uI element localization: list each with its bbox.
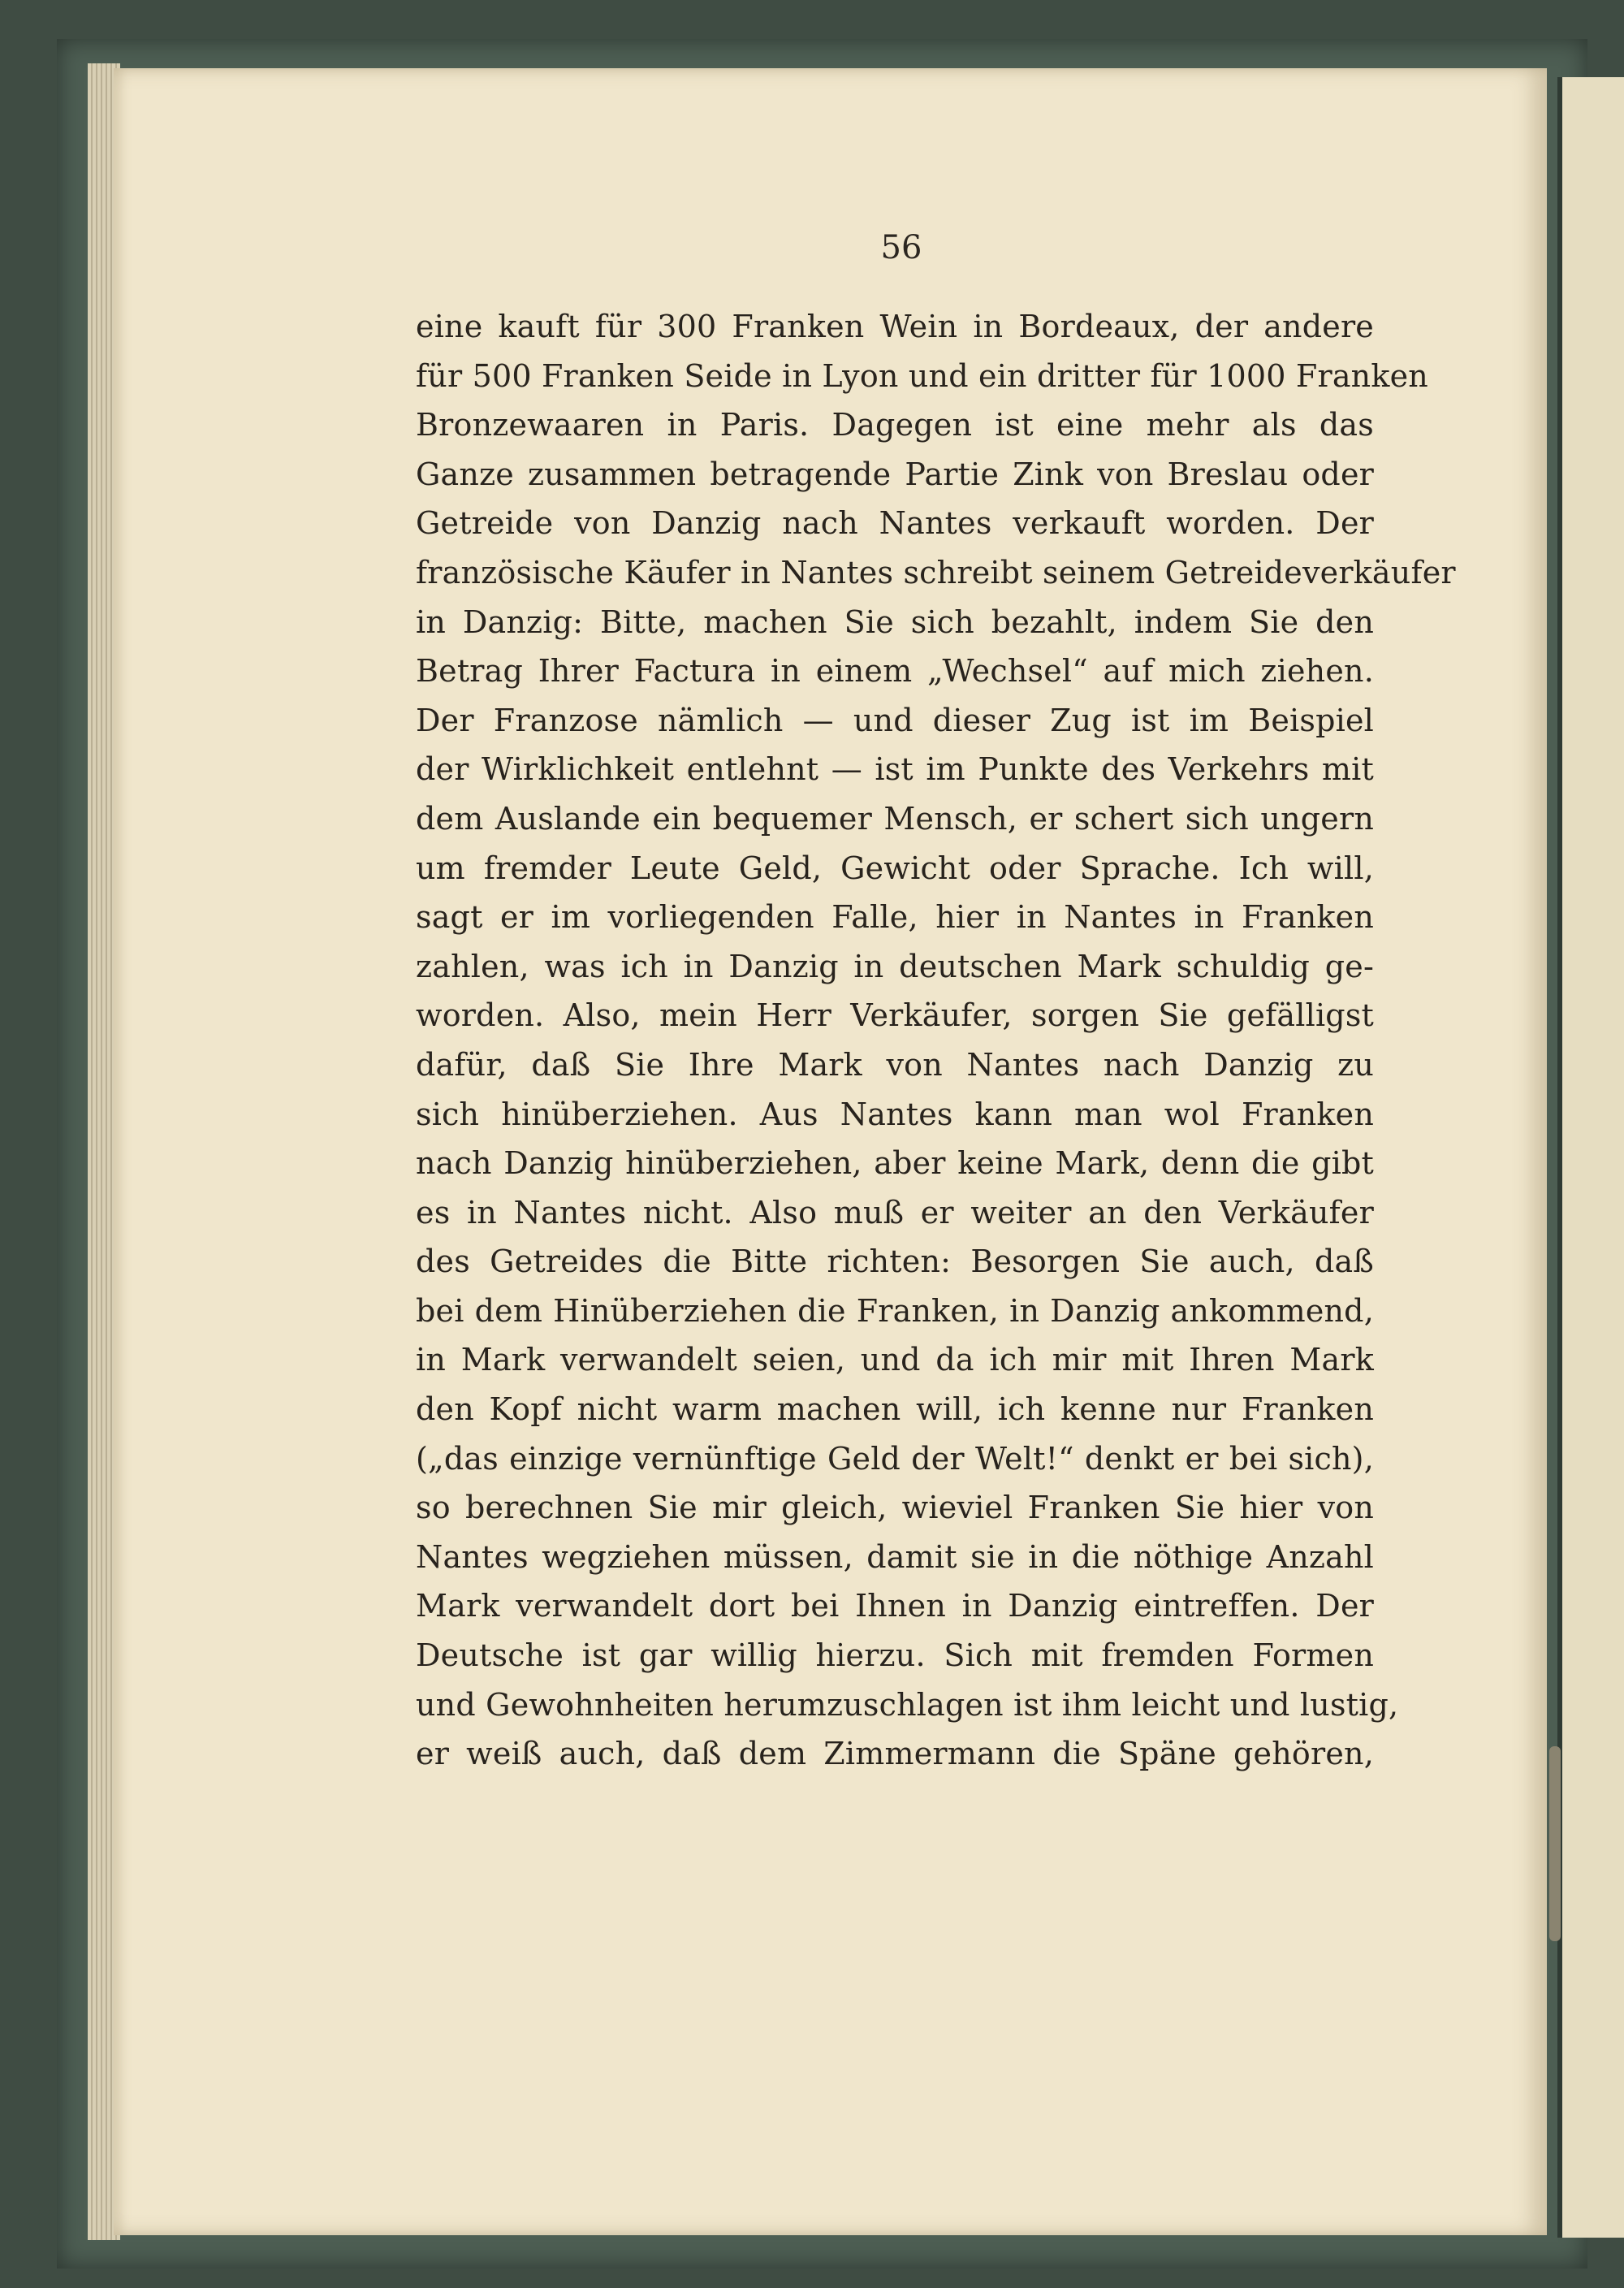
text-line: dem Auslande ein bequemer Mensch, er schert sich ungern [416,800,1374,837]
text-line: in Mark verwandelt seien, und da ich mir mit Ihren Mark [416,1342,1374,1378]
body-text [416,302,1456,1779]
text-line: eine kauft für 300 Franken Wein in Bordeaux, der andere [416,309,1374,344]
text-line: französische Käufer in Nantes schreibt seinem Getreideverkäufer [416,554,1456,590]
text-line: er weiß auch, daß dem Zimmermann die Späne gehören, [416,1736,1374,1772]
text-line: worden. Also, mein Herr Verkäufer, sorgen Sie gefälligst [416,997,1374,1034]
page-number: 56 [880,229,922,266]
clasp-mark [1549,1746,1561,1941]
text-line: dafür, daß Sie Ihre Mark von Nantes nach Danzig zu [416,1046,1374,1083]
text-line: Bronzewaaren in Paris. Dagegen ist eine mehr als das [416,407,1374,443]
text-line: Mark verwandelt dort bei Ihnen in Danzig eintreffen. Der [416,1588,1374,1624]
text-line: Nantes wegziehen müssen, damit sie in die nöthige Anzahl [416,1538,1374,1575]
text-line: Betrag Ihrer Factura in einem „Wechsel“ auf mich ziehen. [416,653,1374,690]
text-line: Ganze zusammen betragende Partie Zink von Breslau oder [416,456,1374,492]
text-line: sagt er im vorliegenden Falle, hier in Nantes in Franken [416,899,1374,936]
text-line: es in Nantes nicht. Also muß er weiter an den Verkäufer [416,1194,1374,1231]
text-line: zahlen, was ich in Danzig in deutschen Mark schuldig ge- [416,948,1374,984]
text-line: und Gewohnheiten herumzuschlagen ist ihm leicht und lustig, [416,1686,1399,1723]
text-line: nach Danzig hinüberziehen, aber keine Mark, denn die gibt [416,1145,1374,1182]
facing-page-edge [1557,77,1624,2238]
text-line: um fremder Leute Geld, Gewicht oder Sprache. Ich will, [416,850,1374,886]
text-line: („das einzige vernünftige Geld der Welt!“ denkt er bei sich), [416,1440,1374,1477]
text-line: in Danzig: Bitte, machen Sie sich bezahlt, indem Sie den [416,603,1374,640]
text-line: bei dem Hinüberziehen die Franken, in Danzig ankommend, [416,1292,1374,1329]
text-line: Deutsche ist gar willig hierzu. Sich mit fremden Formen [416,1637,1374,1674]
text-line: für 500 Franken Seide in Lyon und ein dritter für 1000 Franken [416,357,1428,394]
text-line: des Getreides die Bitte richten: Besorgen Sie auch, daß [416,1243,1374,1280]
text-line: der Wirklichkeit entlehnt — ist im Punkte des Verkehrs mit [416,751,1374,788]
text-line: Getreide von Danzig nach Nantes verkauft worden. Der [416,505,1374,542]
text-line: sich hinüberziehen. Aus Nantes kann man wol Franken [416,1096,1374,1132]
text-line: Der Franzose nämlich — und dieser Zug ist im Beispiel [416,702,1374,738]
text-line: den Kopf nicht warm machen will, ich kenne nur Franken [416,1391,1374,1428]
text-line: so berechnen Sie mir gleich, wieviel Franken Sie hier von [416,1490,1374,1526]
